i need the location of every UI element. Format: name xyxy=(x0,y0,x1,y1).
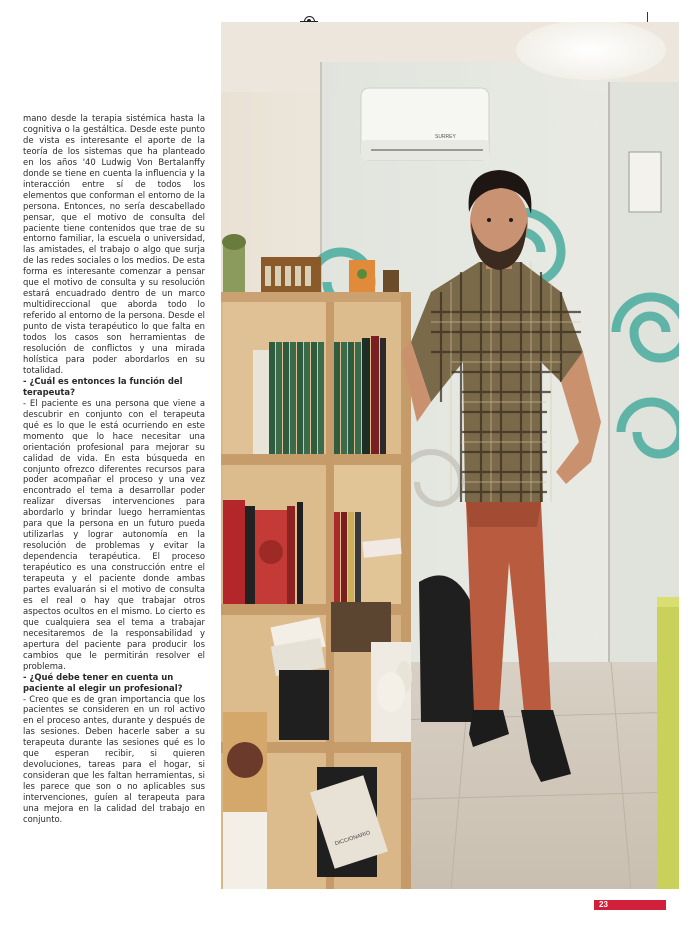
page-number-tab xyxy=(594,900,666,910)
article-text-column xyxy=(23,113,205,825)
article-question-2: - ¿Qué debe tener en cuenta un paciente al elegir un profesional? xyxy=(23,671,183,693)
air-conditioner xyxy=(361,88,489,160)
ceiling-lamp xyxy=(516,22,666,80)
wall-frame xyxy=(629,152,661,212)
book-set-green xyxy=(253,336,386,454)
side-cabinet xyxy=(657,597,679,889)
book-label: DICCIONARIO xyxy=(334,830,372,848)
office-scene xyxy=(221,22,679,889)
page-number: 23 xyxy=(599,900,608,909)
article-paragraph-3: - Creo que es de gran importancia que los pacientes se consideren en un rol activo en el proceso antes, durante y después de las sesiones. Deben hacerle saber a su terapeuta durante las sesiones qué es lo que esperan recibir, si quieren devoluciones, tareas para el hogar, si consideran que les faltan herramientas, si les parece que son o no aplicables sus intervenciones, guíen al terapeuta para una mejora en la calidad del trabajo en conjunto. xyxy=(23,693,205,824)
article-photo xyxy=(221,22,679,889)
article-paragraph-2: - El paciente es una persona que viene a descubrir en conjunto con el terapeuta qué es lo que le está ocurriendo en este momento que lo hace necesitar una orientación profesional para mejorar su calidad de vida. En esta búsqueda en conjunto ofrezco diferentes recursos para poder acompañar el proceso y una vez encontrado el tema a desarrollar poder realizar diversas intervenciones para abordarlo y brindar luego herramientas para que la persona en un futuro pueda utilizarlas y lograr autonomía en la resolución de problemas y evitar la dependencia terapéutica. El proceso terapéutico es una construcción entre el terapeuta y el paciente donde ambas partes evaluarán si el motivo de consulta es el real o hay que trabajar otros aspectos ocultos en el mismo. Lo cierto es que cualquiera sea el tema a trabajar necesitaremos de la responsabilidad y apertura del paciente para producir los cambios que le permitirán resolver el problema. xyxy=(23,397,205,671)
ac-brand-label: SURREY xyxy=(435,134,456,140)
article-paragraph-1: mano desde la terapia sistémica hasta la cognitiva o la gestáltica. Desde este punto de vista es interesante el aporte de la teoría de los sistemas que ha planteado en los años '40 Ludwig Von Bertalanffy donde se tiene en cuenta la influencia y la interacción entre sí de todos los elementos que conforman el entorno de la persona. Entonces, no sería descabellado pensar, que el motivo de consulta del paciente tiene contenidos que trae de su entorno familiar, la escuela o universidad, las amistades, el trabajo o algo que surja de las redes sociales o los medios. De esta forma es interesante comenzar a pensar que el motivo de consulta y su resolución estará encuadrado dentro de un marco multidireccional que aborda todo lo referido al entorno de la persona. Desde el punto de vista terapéutico lo que falta en todos los casos son herramientas de resolución de conflictos y una mirada holística para poder abordarlos en su totalidad. xyxy=(23,113,205,375)
article-question-1: - ¿Cuál es entonces la función del terapeuta? xyxy=(23,375,183,397)
